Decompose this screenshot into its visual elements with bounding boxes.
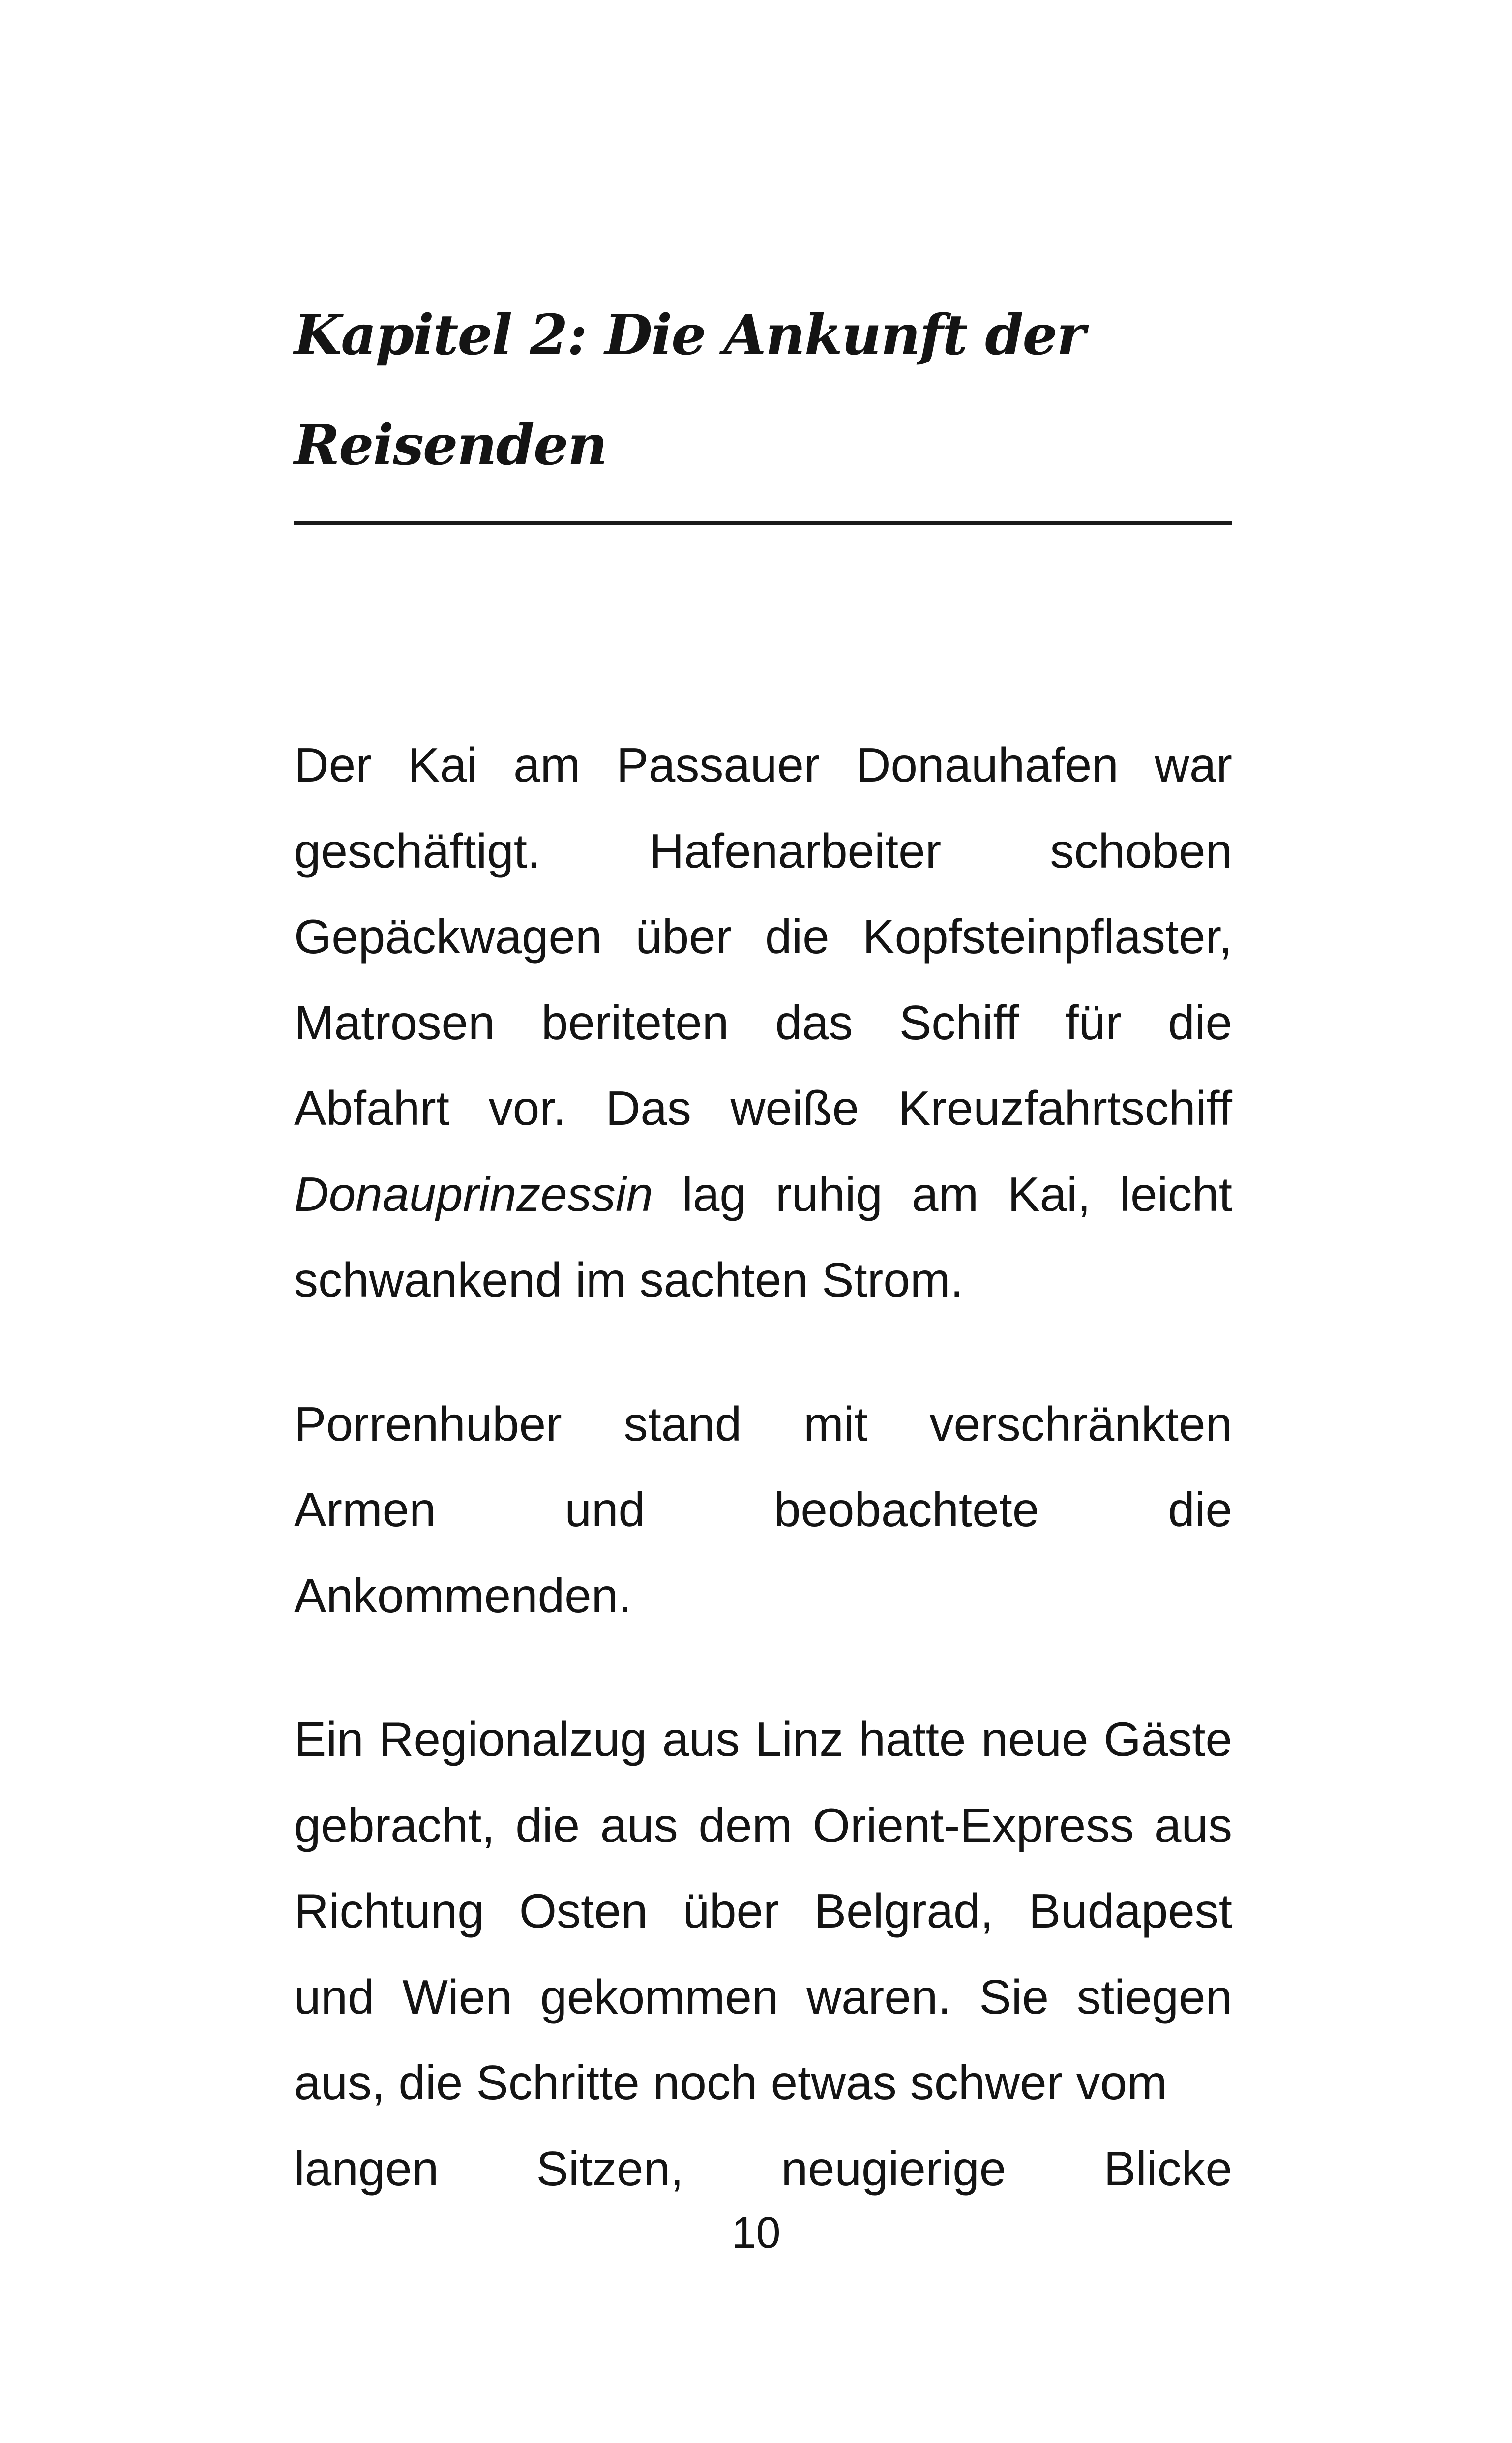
paragraph-1-text-start: Der Kai am Passauer Donauhafen war geschäftigt. Hafenarbeiter schoben Gepäckwagen über die Kopfsteinpflaster, Matrosen beriteten das Schiff für die Abfahrt vor. Das weiße Kreuzfahrtschiff <box>294 738 1232 1135</box>
page-number: 10 <box>731 2208 781 2258</box>
chapter-body <box>294 722 1232 2269</box>
paragraph-1 <box>294 722 1232 1323</box>
ship-name: Donauprinzessin <box>294 1167 653 1221</box>
chapter-title <box>294 280 1253 501</box>
chapter-title-line-1: Kapitel 2: Die Ankunft der <box>294 303 1085 367</box>
paragraph-1-text-end: lag ruhig am Kai, leicht schwankend im sachten Strom. <box>294 1167 1232 1307</box>
chapter-title-line-2: Reisenden <box>294 413 607 478</box>
paragraph-3-text: Ein Regionalzug aus Linz hatte neue Gäste gebracht, die aus dem Orient-Express aus Richtung Osten über Belgrad, Budapest und Wien gekommen waren. Sie stiegen aus, die Schritte noch etwas schwer vom <box>294 1712 1232 2110</box>
paragraph-3 <box>294 1696 1232 2211</box>
paragraph-3-last-line: langen Sitzen, neugierige Blicke <box>294 2141 1232 2196</box>
title-divider <box>294 521 1232 525</box>
paragraph-2-text: Porrenhuber stand mit verschränkten Armen und beobachtete die Ankommenden. <box>294 1396 1232 1623</box>
paragraph-2 <box>294 1381 1232 1639</box>
